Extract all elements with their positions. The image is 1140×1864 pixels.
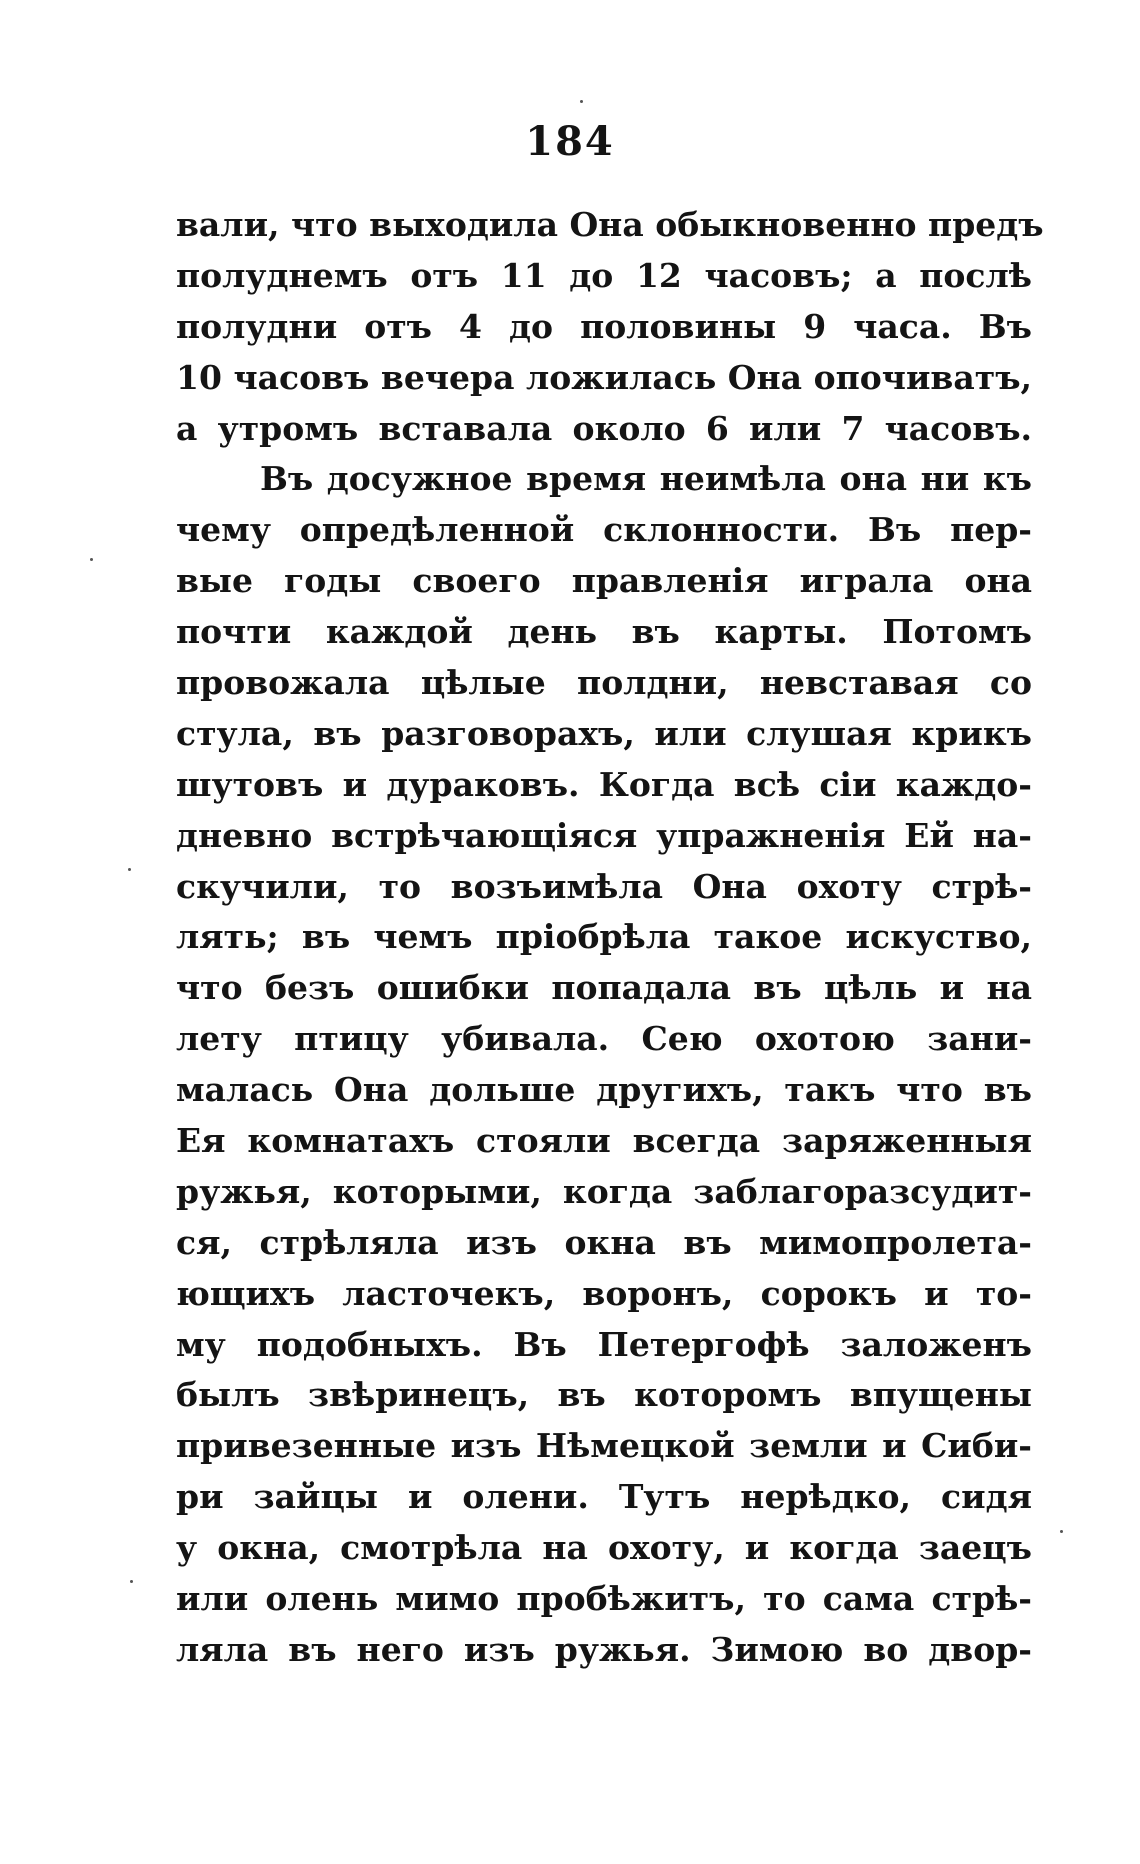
- scan-speck: [1060, 1530, 1063, 1533]
- scan-speck: [580, 100, 583, 103]
- text-line: привезенные изъ Нѣмецкой земли и Сиби-: [176, 1426, 1032, 1466]
- text-line: полудни отъ 4 до половины 9 часа. Въ: [176, 306, 1032, 346]
- text-line: провожала цѣлые полдни, невставая со: [176, 663, 1032, 703]
- text-line: почти каждой день въ карты. Потомъ: [176, 612, 1032, 652]
- text-line: шутовъ и дураковъ. Когда всѣ сіи каждо-: [176, 764, 1032, 804]
- text-line: ри зайцы и олени. Тутъ нерѣдко, сидя: [176, 1477, 1032, 1517]
- scan-speck: [130, 1580, 133, 1583]
- text-line: у окна, смотрѣла на охоту, и когда заецъ: [176, 1528, 1032, 1568]
- text-line: чему опредѣленной склонности. Въ пер-: [176, 510, 1032, 550]
- scan-speck: [90, 558, 93, 561]
- text-line: а утромъ вставала около 6 или 7 часовъ.: [176, 408, 1032, 448]
- text-line: лять; въ чемъ пріобрѣла такое искуство,: [176, 917, 1032, 957]
- text-line: полуднемъ отъ 11 до 12 часовъ; а послѣ: [176, 255, 1032, 295]
- text-line: вали, что выходила Она обыкновенно предъ: [176, 205, 1044, 244]
- text-line: Ея комнатахъ стояли всегда заряженныя: [176, 1121, 1032, 1161]
- page-number: 184: [525, 118, 615, 165]
- text-line: лету птицу убивала. Сею охотою зани-: [176, 1019, 1032, 1059]
- text-line: ющихъ ласточекъ, воронъ, сорокъ и то-: [176, 1273, 1032, 1313]
- scan-speck: [128, 868, 131, 871]
- text-line: малась Она дольше другихъ, такъ что въ: [176, 1070, 1032, 1110]
- text-line-paragraph-start: Въ досужное время неимѣла она ни къ: [260, 459, 1032, 499]
- body-text: [176, 200, 1044, 1676]
- text-line: что безъ ошибки попадала въ цѣль и на: [176, 968, 1032, 1008]
- text-line: былъ звѣринецъ, въ которомъ впущены: [176, 1375, 1032, 1415]
- text-line: или олень мимо пробѣжитъ, то сама стрѣ-: [176, 1579, 1032, 1619]
- text-line: му подобныхъ. Въ Петергофѣ заложенъ: [176, 1324, 1032, 1364]
- text-line: вые годы своего правленія играла она: [176, 561, 1032, 601]
- text-line: ся, стрѣляла изъ окна въ мимопролета-: [176, 1222, 1032, 1262]
- text-line: скучили, то возъимѣла Она охоту стрѣ-: [176, 866, 1032, 906]
- text-line: стула, въ разговорахъ, или слушая крикъ: [176, 713, 1032, 753]
- text-line: ляла въ него изъ ружья. Зимою во двор-: [176, 1629, 1032, 1669]
- text-line: ружья, которыми, когда заблагоразсудит-: [176, 1171, 1032, 1211]
- text-line: дневно встрѣчающіяся упражненія Ей на-: [176, 815, 1032, 855]
- text-line: 10 часовъ вечера ложилась Она опочиватъ,: [176, 357, 1032, 397]
